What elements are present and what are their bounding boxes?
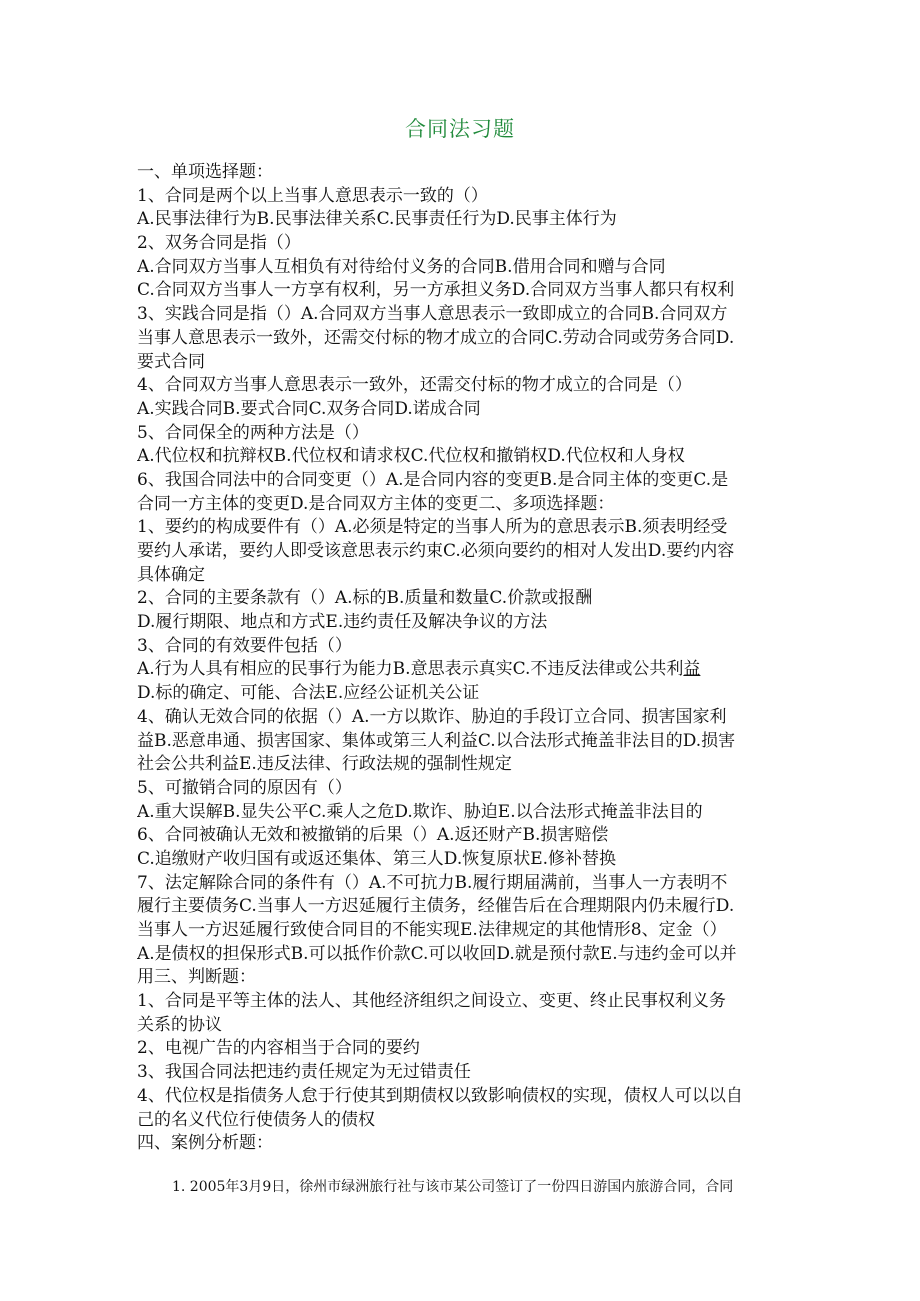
text-line: A.代位权和抗辩权B.代位权和请求权C.代位权和撤销权D.代位权和人身权: [137, 446, 685, 467]
text-line: A.民事法律行为B.民事法律关系C.民事责任行为D.民事主体行为: [137, 209, 617, 230]
text-line: 1、合同是平等主体的法人、其他经济组织之间设立、变更、终止民事权利义务: [137, 991, 726, 1012]
text-line: 2、合同的主要条款有（）A.标的B.质量和数量C.价款或报酬: [137, 588, 593, 609]
text-line: 1、合同是两个以上当事人意思表示一致的（）: [137, 185, 488, 206]
text-line: 3、我国合同法把违约责任规定为无过错责任: [137, 1062, 471, 1083]
text-line: 1、要约的构成要件有（）A.必须是特定的当事人所为的意思表示B.须表明经受: [137, 517, 728, 538]
text-line: A.是债权的担保形式B.可以抵作价款C.可以收回D.就是预付款E.与违约金可以并: [137, 943, 737, 964]
text-line: 关系的协议: [137, 1014, 222, 1035]
text-line: 用三、判断题：: [137, 967, 256, 988]
text-line: 4、合同双方当事人意思表示一致外，还需交付标的物才成立的合同是（）: [137, 375, 692, 396]
case-text-line: 1. 2005年3月9日，徐州市绿洲旅行社与该市某公司签订了一份四日游国内旅游合同，合同: [172, 1179, 734, 1195]
text-line: 2、双务合同是指（）: [137, 233, 301, 254]
text-line: 履行主要债务C.当事人一方迟延履行主债务，经催告后在合理期限内仍未履行D.: [137, 896, 735, 917]
document-body: [137, 161, 787, 1156]
text-line: 当事人意思表示一致外，还需交付标的物才成立的合同C.劳动合同或劳务合同D.: [137, 327, 735, 348]
text-line: 要约人承诺，要约人即受该意思表示约束C.必须向要约的相对人发出D.要约内容: [137, 541, 735, 561]
text-segment: A.行为人具有相应的民事行为能力B.意思表示真实C.不违反法律或公共利: [137, 659, 684, 680]
text-line: 益B.恶意串通、损害国家、集体或第三人利益C.以合法形式掩盖非法目的D.损害: [137, 730, 736, 751]
section-heading: 一、单项选择题：: [137, 162, 273, 182]
text-line: 具体确定: [137, 564, 205, 585]
text-line: 3、合同的有效要件包括（）: [137, 635, 352, 656]
text-line: A.实践合同B.要式合同C.双务合同D.诺成合同: [137, 398, 481, 419]
text-line: C.合同双方当事人一方享有权利，另一方承担义务D.合同双方当事人都只有权利: [137, 280, 735, 301]
text-line: A.重大误解B.显失公平C.乘人之危D.欺诈、胁迫E.以合法形式掩盖非法目的: [137, 801, 703, 822]
text-line: 6、我国合同法中的合同变更（）A.是合同内容的变更B.是合同主体的变更C.是: [137, 469, 729, 490]
text-line: 7、法定解除合同的条件有（）A.不可抗力B.履行期届满前，当事人一方表明不: [137, 872, 728, 893]
text-line-with-underline: [137, 658, 787, 682]
text-line: 5、可撤销合同的原因有（）: [137, 777, 352, 798]
text-line: A.合同双方当事人互相负有对待给付义务的合同B.借用合同和赠与合同: [137, 256, 666, 277]
text-line: D.履行期限、地点和方式E.违约责任及解决争议的方法: [137, 612, 548, 633]
text-line: 当事人一方迟延履行致使合同目的不能实现E.法律规定的其他情形8、定金（）: [137, 920, 727, 940]
document-title: 合同法习题: [405, 117, 515, 141]
underlined-text: 益: [683, 659, 701, 680]
text-line: 4、代位权是指债务人怠于行使其到期债权以致影响债权的实现，债权人可以以自: [137, 1085, 743, 1106]
text-line: 3、实践合同是指（）A.合同双方当事人意思表示一致即成立的合同B.合同双方: [137, 304, 728, 325]
text-line: 己的名义代位行使债务人的债权: [137, 1109, 375, 1130]
text-line: 6、合同被确认无效和被撤销的后果（）A.返还财产B.损害赔偿: [137, 825, 609, 846]
text-line: D.标的确定、可能、合法E.应经公证机关公证: [137, 683, 480, 704]
text-line: 2、电视广告的内容相当于合同的要约: [137, 1038, 420, 1059]
text-line: 社会公共利益E.违反法律、行政法规的强制性规定: [137, 754, 512, 775]
section-heading: 四、案例分析题：: [137, 1133, 273, 1154]
text-line: C.追缴财产收归国有或返还集体、第三人D.恢复原状E.修补替换: [137, 848, 617, 869]
text-line: 合同一方主体的变更D.是合同双方主体的变更二、多项选择题：: [137, 493, 615, 514]
text-line: 5、合同保全的两种方法是（）: [137, 422, 369, 443]
text-line: 4、确认无效合同的依据（）A.一方以欺诈、胁迫的手段订立合同、损害国家利: [137, 706, 727, 727]
text-line: 要式合同: [137, 351, 205, 372]
